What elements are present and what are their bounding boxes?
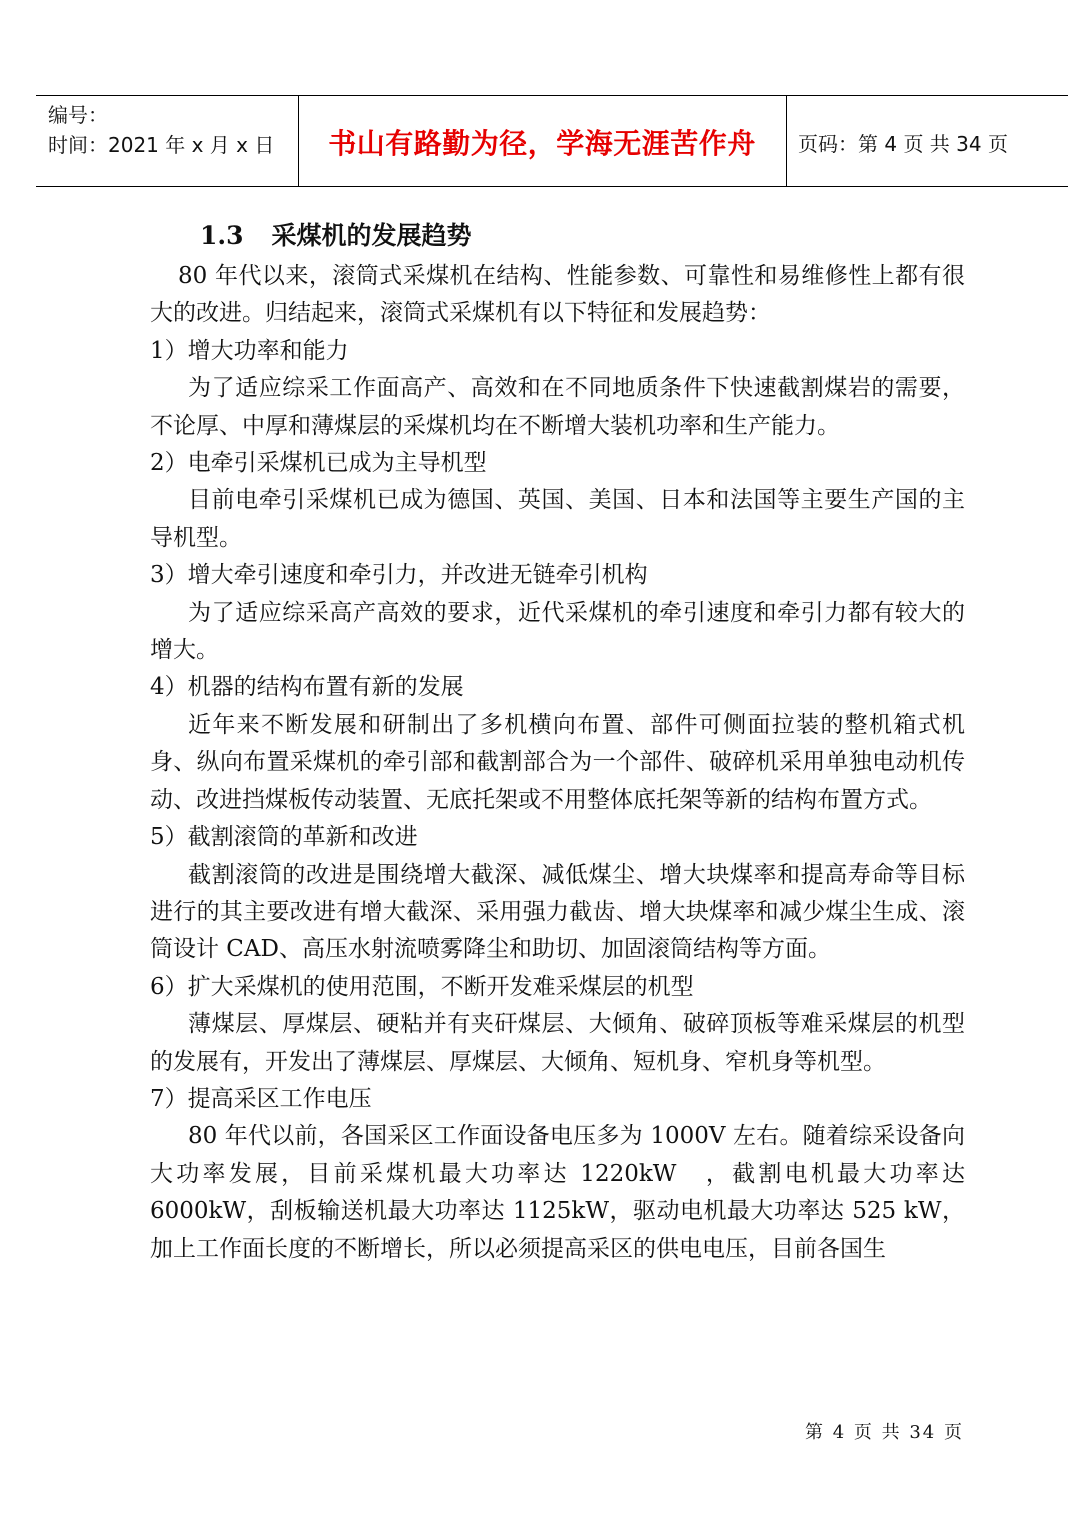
item-body: 截割滚筒的改进是围绕增大截深、减低煤尘、增大块煤率和提高寿命等目标进行的其主要改进有增大截深、采用强力截齿、增大块煤率和减少煤尘生成、滚筒设计 CAD、高压水射流喷雾降尘和助切、加固滚筒结构等方面。: [150, 861, 965, 963]
item-heading: 6）扩大采煤机的使用范围，不断开发难采煤层的机型: [150, 973, 694, 1000]
document-time-label: 时间：2021 年 x 月 x 日: [48, 133, 275, 157]
item-heading: 3）增大牵引速度和牵引力，并改进无链牵引机构: [150, 562, 648, 589]
item-body: 80 年代以前，各国采区工作面设备电压多为 1000V 左右。随着综采设备向大功率发展，目前采煤机最大功率达 1220kW ，截割电机最大功率达 6000kW，刮板输送机最大功率达 1125kW，驱动电机最大功率达 525 kW，加上工作面长度的不断增长，所以必须提高采区的供电电压，目前各国生: [150, 1123, 965, 1262]
header-motto: 书山有路勤为径，学海无涯苦作舟: [328, 127, 756, 160]
list-item: [150, 969, 965, 1081]
section-title: [200, 214, 965, 258]
list-item: [150, 1081, 965, 1268]
item-heading: 2）电牵引采煤机已成为主导机型: [150, 450, 487, 477]
item-body: 为了适应综采工作面高产、高效和在不同地质条件下快速截割煤岩的需要，不论厚、中厚和薄煤层的采煤机均在不断增大装机功率和生产能力。: [150, 375, 965, 439]
section-title-text: 采煤机的发展趋势: [271, 221, 472, 250]
item-body: 薄煤层、厚煤层、硬粘并有夹矸煤层、大倾角、破碎顶板等难采煤层的机型的发展有，开发出了薄煤层、厚煤层、大倾角、短机身、窄机身等机型。: [150, 1011, 965, 1075]
list-item: [150, 669, 965, 819]
item-body: 目前电牵引采煤机已成为德国、英国、美国、日本和法国等主要生产国的主导机型。: [150, 487, 965, 551]
document-number-label: 编号：: [48, 103, 108, 127]
header-page-info: 页码：第 4 页 共 34 页: [798, 131, 1008, 156]
list-item: [150, 333, 965, 445]
section-number: 1.3: [200, 221, 244, 250]
item-heading: 4）机器的结构布置有新的发展: [150, 674, 464, 701]
item-body: 近年来不断发展和研制出了多机横向布置、部件可侧面拉装的整机箱式机身、纵向布置采煤机的牵引部和截割部合为一个部件、破碎机采用单独电动机传动、改进挡煤板传动装置、无底托架或不用整体底托架等新的结构布置方式。: [150, 711, 965, 813]
list-item: [150, 445, 965, 557]
item-heading: 5）截割滚筒的革新和改进: [150, 824, 418, 851]
list-item: [150, 557, 965, 669]
header-divider: [786, 96, 787, 186]
list-item: [150, 819, 965, 969]
page-header: [36, 95, 1068, 187]
header-meta: [48, 100, 274, 160]
trend-list: [150, 333, 965, 1268]
intro-paragraph: 80 年代以来，滚筒式采煤机在结构、性能参数、可靠性和易维修性上都有很大的改进。归结起来，滚筒式采煤机有以下特征和发展趋势：: [150, 263, 965, 327]
document-body: [150, 214, 965, 1268]
item-body: 为了适应综采高产高效的要求，近代采煤机的牵引速度和牵引力都有较大的增大。: [150, 599, 965, 664]
item-heading: 1）增大功率和能力: [150, 337, 349, 364]
page-footer: 第 4 页 共 34 页: [805, 1422, 964, 1443]
item-heading: 7）提高采区工作电压: [150, 1085, 372, 1112]
